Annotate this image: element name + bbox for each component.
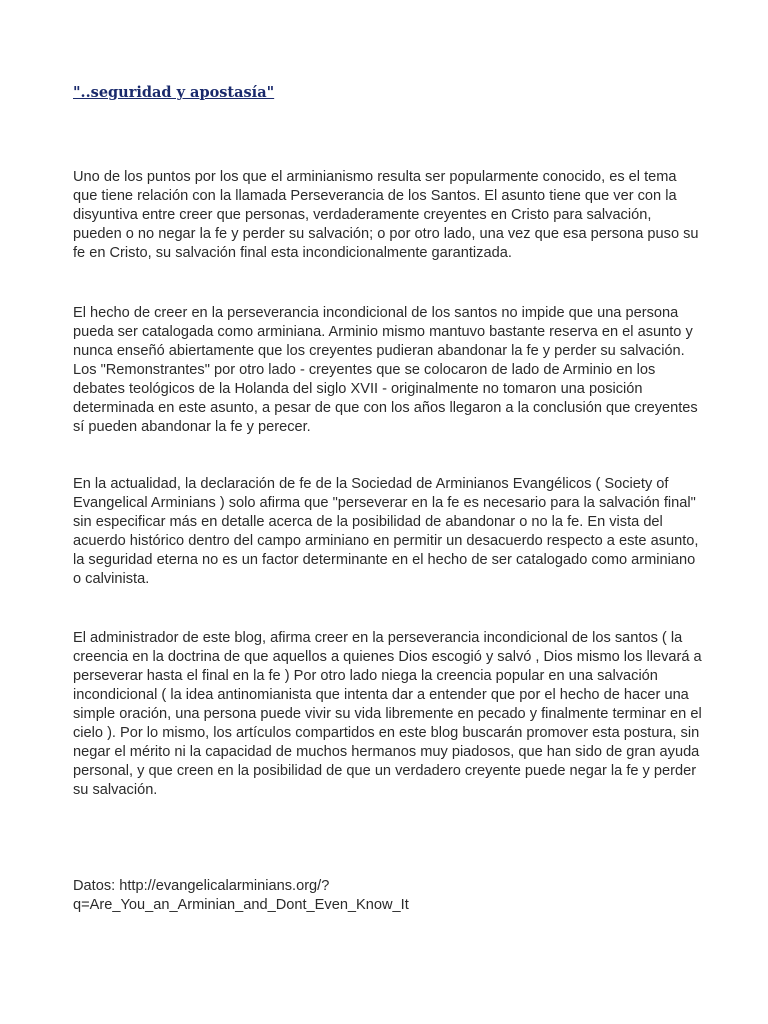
source-reference [73,877,703,915]
paragraph-2: El hecho de creer en la perseverancia incondicional de los santos no impide que una persona pueda ser catalogada como arminiana. Arminio mismo mantuvo bastante reserva en el asunto y nunca enseñó abiertamente que los creyentes pudieran abandonar la fe y perder su salvación. Los "Remonstrantes" por otro lado - creyentes que se colocaron de lado de Arminio en los debates teológicos de la Holanda del siglo XVII - originalmente no tomaron una posición determinada en este asunto, a pesar de que con los años llegaron a la conclusión que creyentes sí pueden abandonar la fe y perecer. [73,305,698,435]
paragraph-3: En la actualidad, la declaración de fe de la Sociedad de Arminianos Evangélicos ( Society of Evangelical Arminians ) solo afirma que "perseverar en la fe es necesario para la salvación final" sin especificar más en detalle acerca de la posibilidad de abandonar o no la fe. En vista del acuerdo histórico dentro del campo arminiano en permitir un desacuerdo respecto a este asunto, la seguridad eterna no es un factor determinante en el hecho de ser catalogado como arminiano o calvinista. [73,476,699,587]
paragraph-4: El administrador de este blog, afirma creer en la perseverancia incondicional de los santos ( la creencia en la doctrina de que aquellos a quienes Dios escogió y salvó , Dios mismo los llevará a perseverar hasta el final en la fe ) Por otro lado niega la creencia popular en una salvación incondicional ( la idea antinomianista que intenta dar a entender que por el hecho de hacer una simple oración, una persona puede vivir su vida libremente en pecado y finalmente terminar en el cielo ). Por lo mismo, los artículos compartidos en este blog buscarán promover esta postura, sin negar el mérito ni la capacidad de muchos hermanos muy piadosos, que han sido de gran ayuda personal, y que creen en la posibilidad de que un verdadero creyente puede negar la fe y perder su salvación. [73,630,702,798]
source-url-continuation: q=Are_You_an_Arminian_and_Dont_Even_Know_It [73,897,409,913]
paragraph-1: Uno de los puntos por los que el arminianismo resulta ser popularmente conocido, es el tema que tiene relación con la llamada Perseverancia de los Santos. El asunto tiene que ver con la disyuntiva entre creer que personas, verdaderamente creyentes en Cristo para salvación, pueden o no negar la fe y perder su salvación; o por otro lado, una vez que esa persona puso su fe en Cristo, su salvación final esta incondicionalmente garantizada. [73,169,699,261]
post-title-link[interactable]: "..seguridad y apostasía" [73,84,275,101]
source-label: Datos: http://evangelicalarminians.org/? [73,878,330,894]
